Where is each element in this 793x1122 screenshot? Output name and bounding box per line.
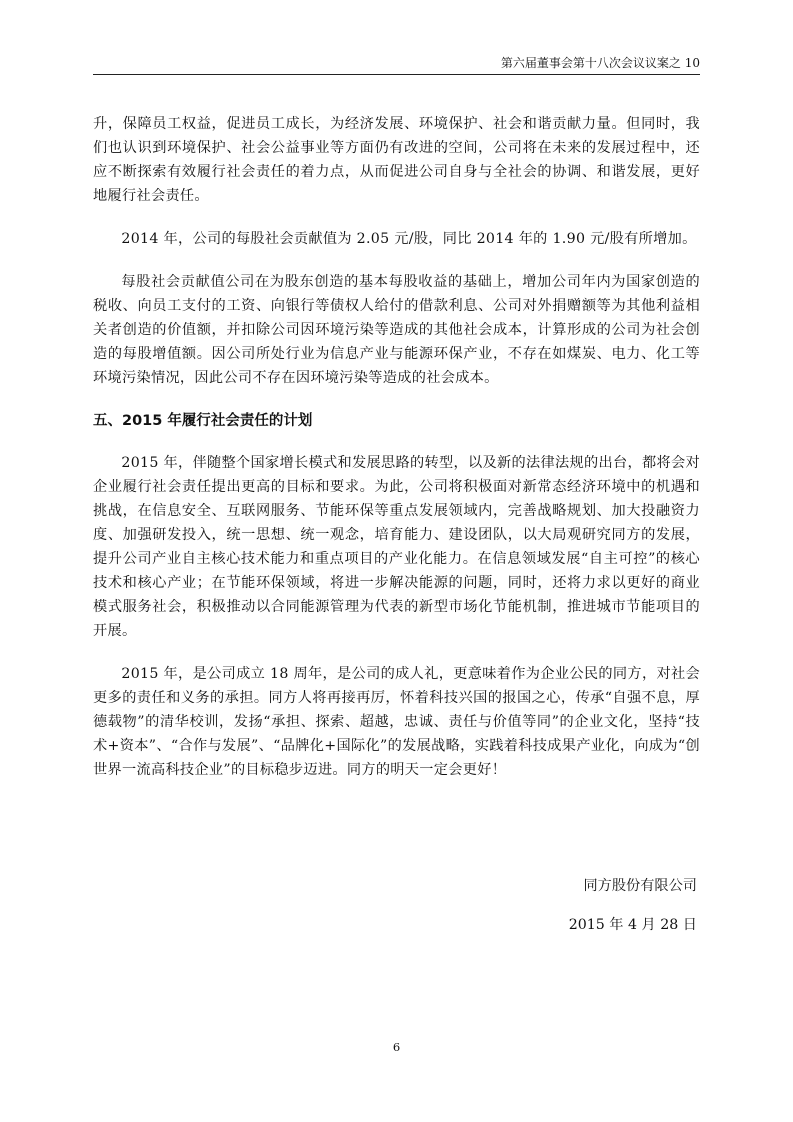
paragraph-2014-contribution: 2014 年，公司的每股社会贡献值为 2.05 元/股，同比 2014 年的 1.90 元/股有所增加。	[121, 231, 697, 247]
document-body	[93, 112, 700, 801]
paragraph-contribution-definition: 每股社会贡献值公司在为股东创造的基本每股收益的基础上，增加公司年内为国家创造的税收、向员工支付的工资、向银行等债权人给付的借款利息、公司对外捐赠额等为其他利益相关者创造的价值额，并扣除公司因环境污染等造成的其他社会成本，计算形成的公司为社会创造的每股增值额。因公司所处行业为信息产业与能源环保产业，不存在如煤炭、电力、化工等环境污染情况，因此公司不存在因环境污染等造成的社会成本。	[93, 274, 700, 386]
signature-company: 同方股份有限公司	[583, 878, 697, 894]
paragraph-anniversary: 2015 年，是公司成立 18 周年，是公司的成人礼，更意味着作为企业公民的同方，对社会更多的责任和义务的承担。同方人将再接再厉，怀着科技兴国的报国之心，传承“自强不息，厚德载物”的清华校训，发扬“承担、探索、超越，忠诚、责任与价值等同”的企业文化，坚持“技术+资本”、“合作与发展”、“品牌化+国际化”的发展战略，实践着科技成果产业化，向成为“创世界一流高科技企业”的目标稳步迈进。同方的明天一定会更好！	[93, 666, 700, 778]
header-title: 第六届董事会第十八次会议议案之 10	[500, 56, 700, 70]
paragraph-2015-plan: 2015 年，伴随整个国家增长模式和发展思路的转型，以及新的法律法规的出台，都将会对企业履行社会责任提出更高的目标和要求。为此，公司将积极面对新常态经济环境中的机遇和挑战，在信息安全、互联网服务、节能环保等重点发展领域内，完善战略规划、加大投融资力度、加强研发投入，统一思想、统一观念，培育能力、建设团队，以大局观研究同方的发展，提升公司产业自主核心技术能力和重点项目的产业化能力。在信息领域发展“自主可控”的核心技术和核心产业；在节能环保领域，将进一步解决能源的问题，同时，还将力求以更好的商业模式服务社会，积极推动以合同能源管理为代表的新型市场化节能机制，推进城市节能项目的开展。	[93, 455, 700, 639]
page-number: 6	[392, 1040, 401, 1054]
paragraph-continued: 升，保障员工权益，促进员工成长，为经济发展、环境保护、社会和谐贡献力量。但同时，我们也认识到环境保护、社会公益事业等方面仍有改进的空间，公司将在未来的发展过程中，还应不断探索有效履行社会责任的着力点，从而促进公司自身与全社会的协调、和谐发展，更好地履行社会责任。	[93, 116, 700, 204]
section-heading: 五、2015 年履行社会责任的计划	[93, 413, 313, 429]
page-header	[93, 54, 700, 75]
signature-date: 2015 年 4 月 28 日	[568, 917, 697, 933]
